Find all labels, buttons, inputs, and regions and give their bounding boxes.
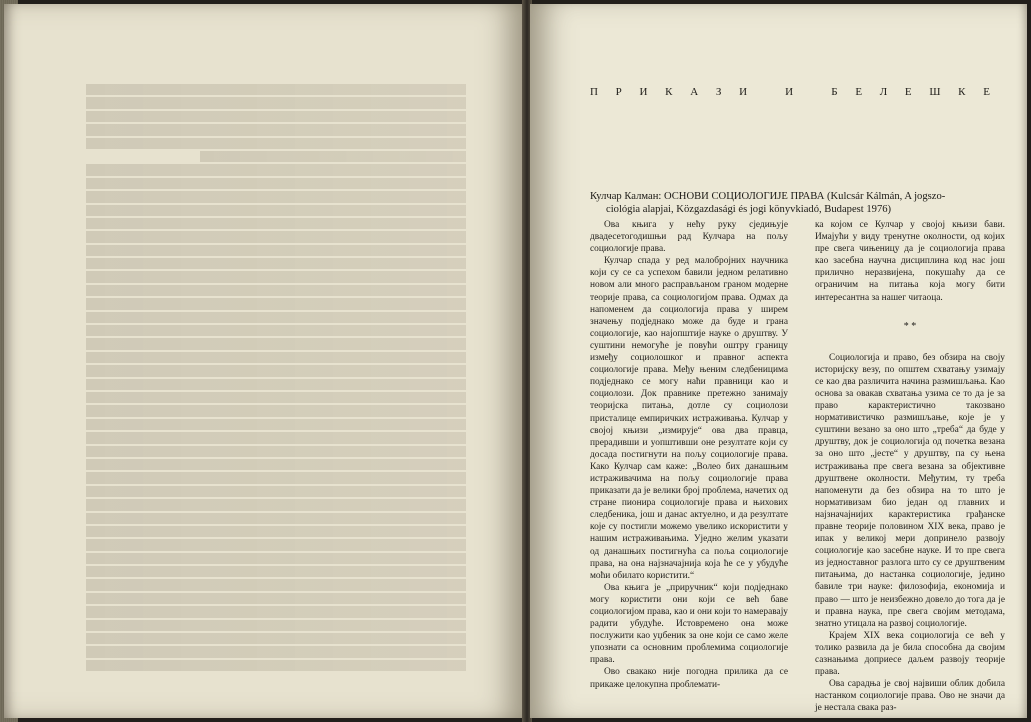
section-header-letter: И: [739, 86, 748, 98]
section-header-letter: Е: [904, 86, 912, 98]
paragraph: Ова књига у нећу руку сједињује двадесетогодишњи рад Кулчара на пољу социологије права.: [590, 220, 788, 255]
section-header-letter: Б: [831, 86, 838, 98]
paragraph: Ово свакако није погодна прилика да се прикаже целокупна проблемати-: [590, 667, 788, 690]
section-header-letter: Ш: [929, 86, 941, 98]
section-header-letter: [811, 86, 814, 98]
section-header-letter: И: [639, 86, 648, 98]
section-break: * *: [903, 320, 917, 332]
paragraph: Социологија и право, без обзира на своју историјску везу, по општем схватању узимају се као два различита начина размишљања. Као основа за овакав схватања узима се то да је за право карактеристично такозвано нормативистичко размишљање, које је у суштини везано за оно што „треба“ да буде у друштву, док је социологија од почетка везана за оно што „јесте“ у друштву, па су њена истраживања пре свега везана за објективне друштвене околности. Међутим, ту треба напоменути да без обзира на то што је нормативизам био један од главних и најзначајнијих карактеристика грађанске правне теорије половином XIX века, право је ипак у великој мери допринело развоју социологије као засебне науке. И то пре свега из једноставног разлога што су се друштвеним питањима, до настанка социологије, једино бавиле три науке: филозофија, економија и право — што је неизбежно довело до тога да је и правна наука, пре свега својим методама, знатно утицала на развој социологије.: [815, 352, 1005, 629]
section-header-letter: К: [958, 86, 966, 98]
review-title-line-1: Кулчар Калман: ОСНОВИ СОЦИОЛОГИЈЕ ПРАВА (Kulcsár Kálmán, A jogszo-: [590, 191, 946, 202]
review-title: [590, 191, 1000, 216]
paragraph: Ова сарадња је свој највиши облик добила настанком социологије права. Ово не значи да је нестала свака раз-: [815, 679, 1005, 714]
section-header-letter: П: [590, 86, 598, 98]
paragraph: Кулчар спада у ред малобројних научника који су се са успехом бавили једном релативно новом али много расправљаном граном модерне теорије права, са социологијом права. Одмах да напоменем да социологија права у ширем значењу подједнако може да буде и грана социологије, као најопштије науке о друштву. У суштини немогуће је повући оштру границу између социолошког и правног аспекта социологије права. Међу њеним следбеницима подједнако се могу наћи правници као и социолози. Док правнике претежно занимају теоријска питања, дотле су социолози присталице емпиричких истраживања. Кулчар у својој књизи „измирује“ ова два правца, прерадивши и уопштивши оне резултате који су досада постигнути на пољу социологије права. Како Кулчар сам каже: „Волео бих данашњим истраживачима на пољу социологије права приказати да је велики број проблема, начетих од стране пионира социологије права и њихових следбеника, још и данас актуелно, и да резултате које су постигли можемо увелико искористити у нашим истраживањима. Уједно желим указати од данашњих постигнућа са поља социологије права, на она најзначајнија која ће се у убудуће моћи обилато користити.“: [590, 256, 788, 581]
section-header-letter: З: [715, 86, 722, 98]
section-header-letter: Е: [855, 86, 863, 98]
bleed-through-text: [86, 84, 466, 673]
paragraph: Ова књига је „приручник“ који подједнако могу користити они који се већ баве социологијом права, као и они који то намеравају радити убудуће. Истовремено она може послужити као уџбеник за оне који се само желе упознати са основним проблемима социологије права.: [590, 582, 788, 666]
section-header: [590, 86, 990, 98]
section-header-letter: [765, 86, 768, 98]
section-header-letter: И: [785, 86, 794, 98]
paragraph: Крајем XIX века социологија се већ у толико развила да је била способна да својим сазнањима доприесе даљем развоју теорије права.: [815, 630, 1005, 678]
section-header-letter: Л: [879, 86, 888, 98]
section-header-letter: К: [665, 86, 673, 98]
right-page: [530, 4, 1027, 718]
section-header-letter: Е: [983, 86, 990, 98]
section-header-letter: Р: [615, 86, 622, 98]
paragraph: ка којом се Кулчар у својој књизи бави. Имајући у виду тренутне околности, од којих пре свега чињеницу да је социологија права као засебна научна дисциплина код нас још прилично неразвијена, покушаћу да се ограничим на питања која могу бити интересантна за нашег читаоца.: [815, 220, 1005, 303]
right-text-column: [815, 219, 1005, 714]
left-text-column: [590, 219, 788, 691]
review-title-line-2: ciológia alapjai, Közgazdasági és jogi könyvkiadó, Budapest 1976): [606, 203, 892, 215]
left-page: [4, 4, 524, 718]
section-header-letter: А: [690, 86, 699, 98]
